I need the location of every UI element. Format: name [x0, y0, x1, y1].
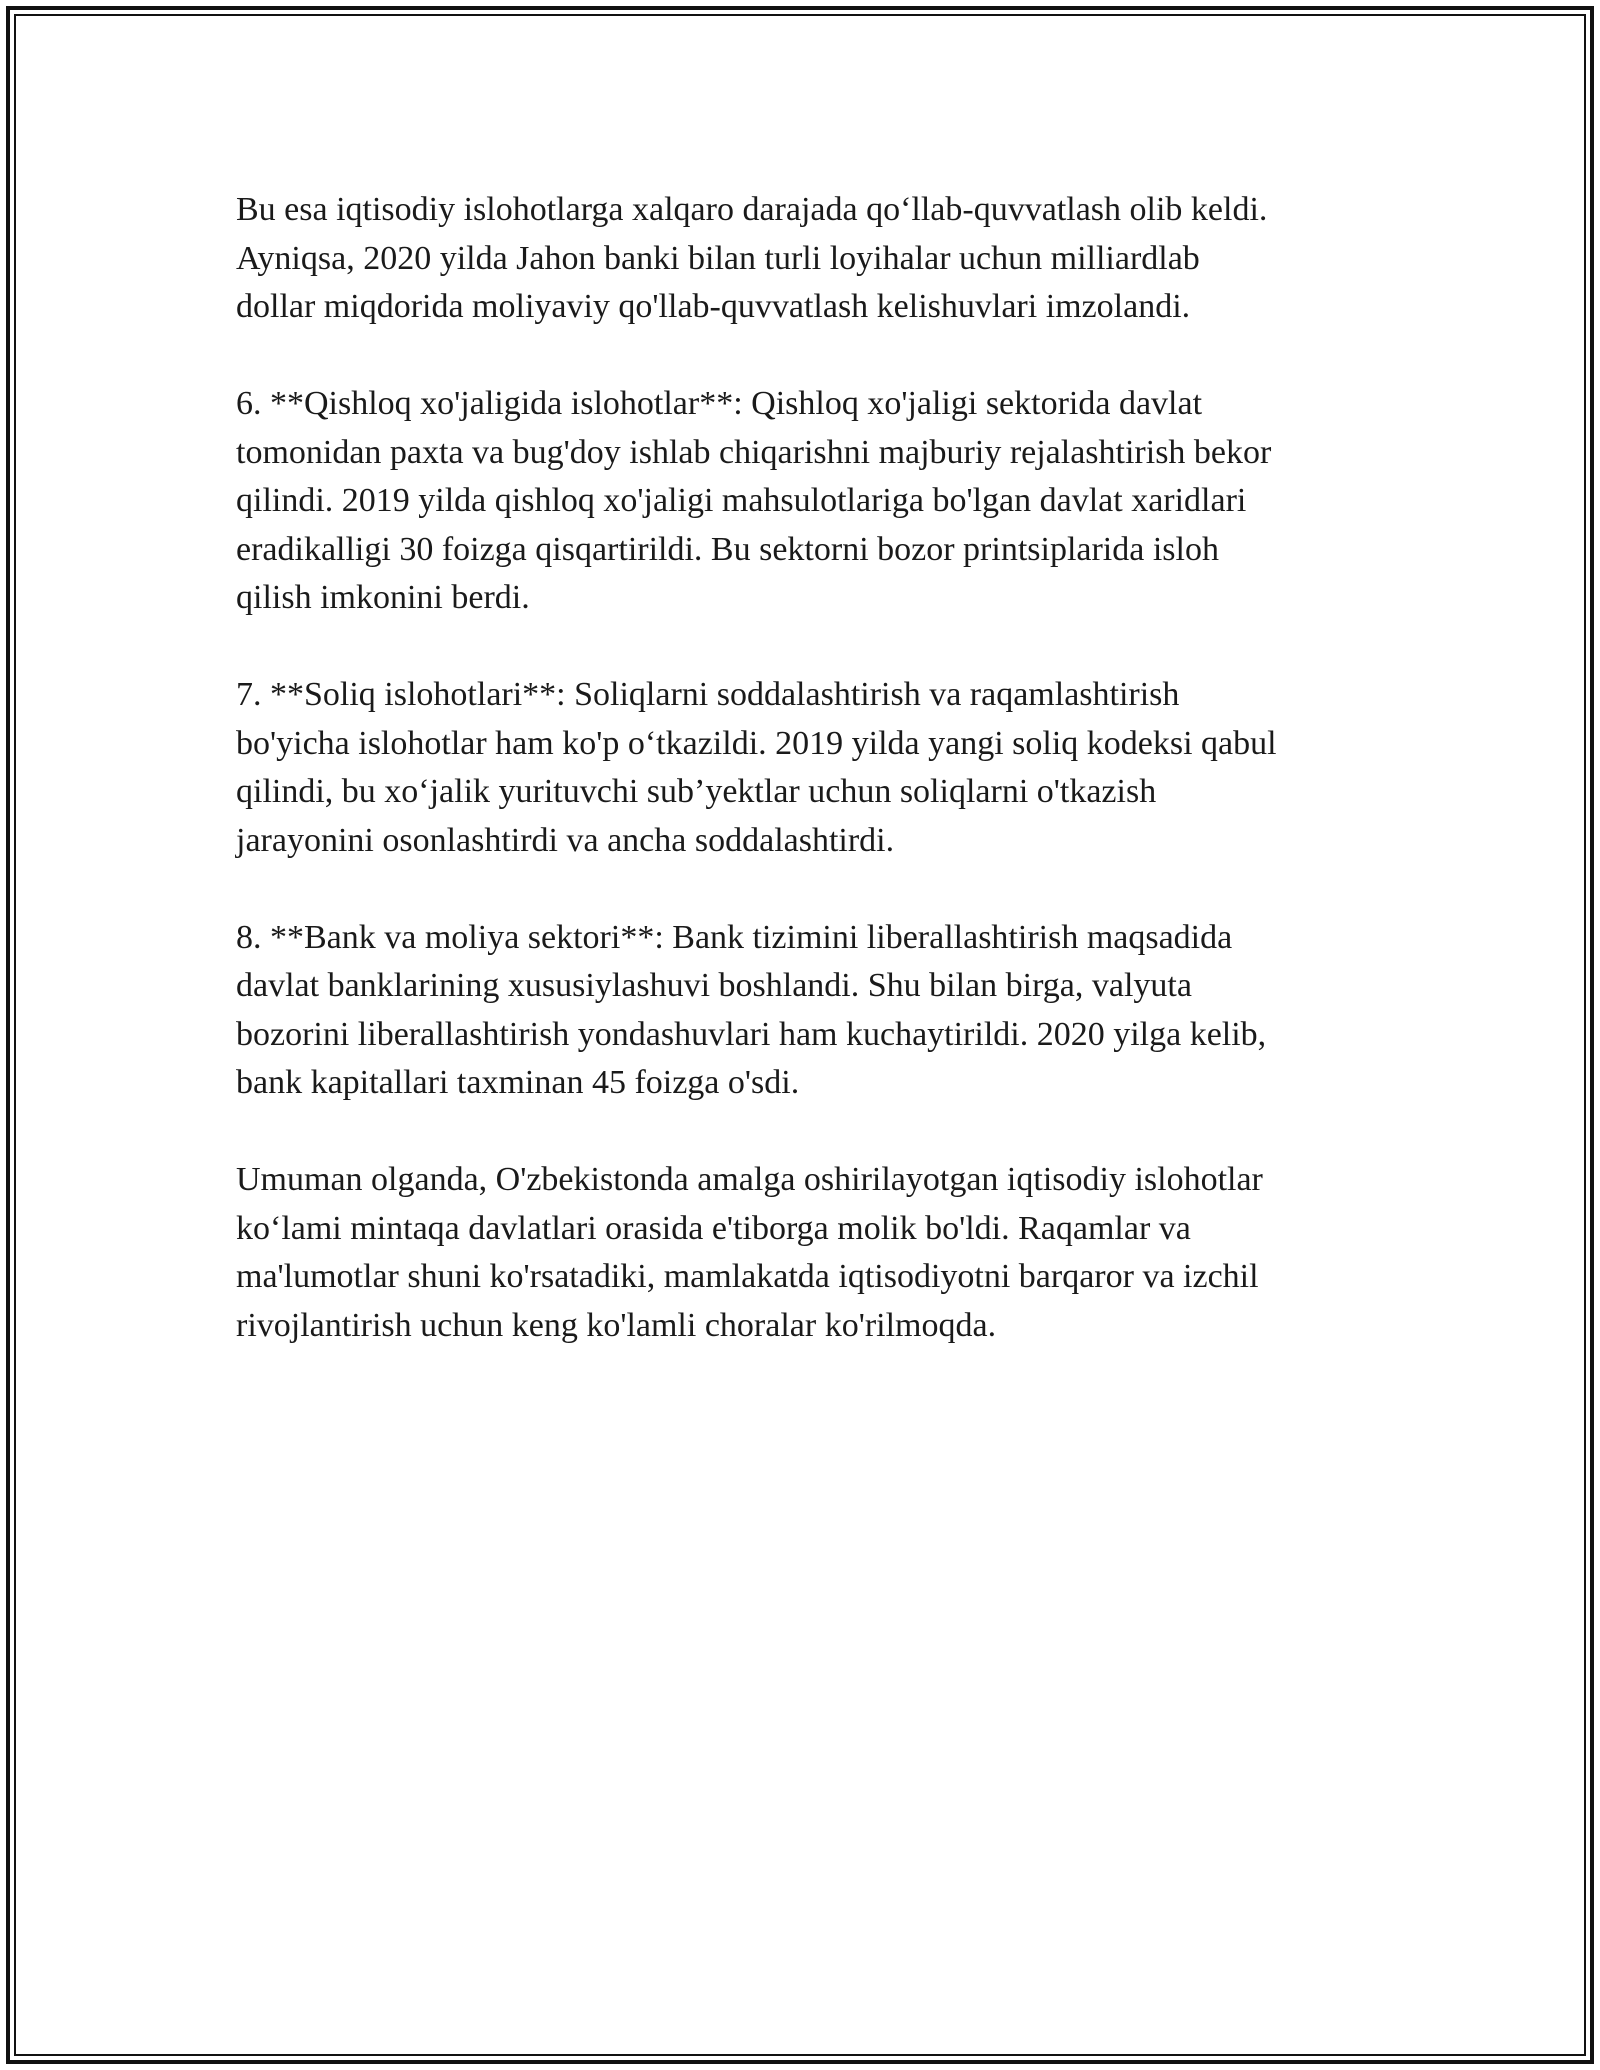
document-body	[236, 186, 1366, 1399]
paragraph-tax-reforms: 7. **Soliq islohotlari**: Soliqlarni soddalashtirish va raqamlashtirish bo'yicha islohotlar ham ko'p o‘tkazildi. 2019 yilda yangi soliq kodeksi qabul qilindi, bu xo‘jalik yurituvchi sub’yektlar uchun soliqlarni o'tkazish jarayonini osonlashtirdi va ancha soddalashtirdi.	[236, 676, 1277, 859]
paragraph-intro: Bu esa iqtisodiy islohotlarga xalqaro darajada qo‘llab-quvvatlash olib keldi. Ayniqsa, 2020 yilda Jahon banki bilan turli loyihalar uchun milliardlab dollar miqdorida moliyaviy qo'llab-quvvatlash kelishuvlari imzolandi.	[236, 191, 1268, 325]
paragraph-banking-sector: 8. **Bank va moliya sektori**: Bank tizimini liberallashtirish maqsadida davlat banklarining xususiylashuvi boshlandi. Shu bilan birga, valyuta bozorini liberallashtirish yondashuvlari ham kuchaytirildi. 2020 yilga kelib, bank kapitallari taxminan 45 foizga o'sdi.	[236, 918, 1267, 1101]
paragraph-agriculture-reforms: 6. **Qishloq xo'jaligida islohotlar**: Qishloq xo'jaligi sektorida davlat tomonidan paxta va bug'doy ishlab chiqarishni majburiy rejalashtirish bekor qilindi. 2019 yilda qishloq xo'jaligi mahsulotlariga bo'lgan davlat xaridlari eradikalligi 30 foizga qisqartirildi. Bu sektorni bozor printsiplarida isloh qilish imkonini berdi.	[236, 385, 1272, 616]
paragraph-conclusion: Umuman olganda, O'zbekistonda amalga oshirilayotgan iqtisodiy islohotlar ko‘lami mintaqa davlatlari orasida e'tiborga molik bo'ldi. Raqamlar va ma'lumotlar shuni ko'rsatadiki, mamlakatda iqtisodiyotni barqaror va izchil rivojlantirish uchun keng ko'lamli choralar ko'rilmoqda.	[236, 1161, 1263, 1344]
